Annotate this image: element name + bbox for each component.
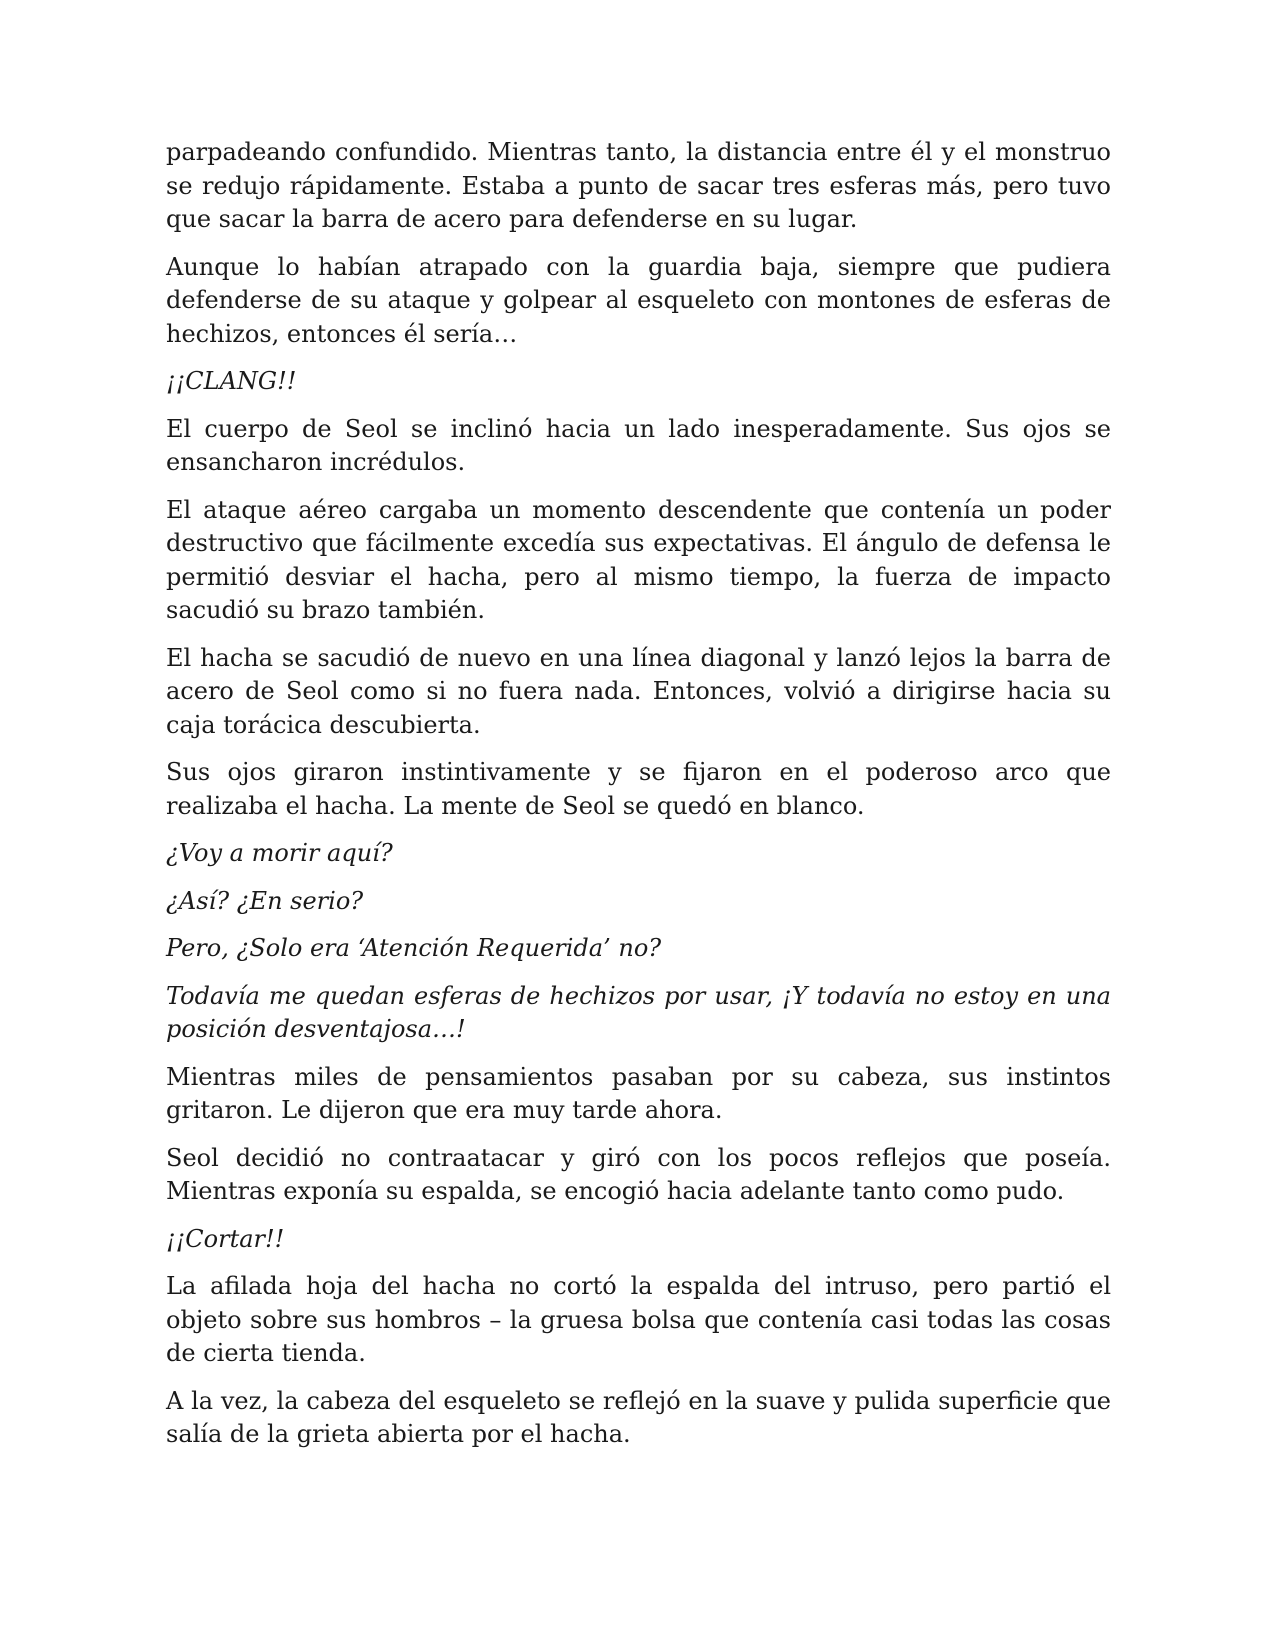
paragraph: A la vez, la cabeza del esqueleto se reflejó en la suave y pulida superficie que salía de la grieta abierta por el hacha.: [166, 1386, 1111, 1448]
paragraph: El ataque aéreo cargaba un momento descendente que contenía un poder destructivo que fácilmente excedía sus expectativas. El ángulo de defensa le permitió desviar el hacha, pero al mismo tiempo, la fuerza de impacto sacudió su brazo también.: [166, 495, 1111, 624]
paragraph: Seol decidió no contraatacar y giró con los pocos reflejos que poseía. Mientras exponía su espalda, se encogió hacia adelante tanto como pudo.: [166, 1143, 1111, 1205]
paragraph: El hacha se sacudió de nuevo en una línea diagonal y lanzó lejos la barra de acero de Seol como si no fuera nada. Entonces, volvió a dirigirse hacia su caja torácica descubierta.: [166, 643, 1111, 739]
paragraph: ¿Voy a morir aquí?: [166, 839, 393, 867]
paragraph: La afilada hoja del hacha no cortó la espalda del intruso, pero partió el objeto sobre sus hombros – la gruesa bolsa que contenía casi todas las cosas de cierta tienda.: [166, 1272, 1111, 1367]
paragraph: ¿Así? ¿En serio?: [166, 886, 364, 915]
paragraph: ¡¡CLANG!!: [166, 367, 297, 395]
paragraph: Aunque lo habían atrapado con la guardia baja, siempre que pudiera defenderse de su ataque y golpear al esqueleto con montones de esferas de hechizos, entonces él sería…: [166, 252, 1111, 348]
paragraph: Pero, ¿Solo era ‘Atención Requerida’ no?: [166, 934, 662, 962]
paragraph: Sus ojos giraron instintivamente y se fijaron en el poderoso arco que realizaba el hacha. La mente de Seol se quedó en blanco.: [166, 758, 1111, 820]
paragraph: ¡¡Cortar!!: [166, 1224, 285, 1253]
paragraph: Mientras miles de pensamientos pasaban por su cabeza, sus instintos gritaron. Le dijeron que era muy tarde ahora.: [166, 1062, 1111, 1124]
paragraph: parpadeando confundido. Mientras tanto, la distancia entre él y el monstruo se redujo rápidamente. Estaba a punto de sacar tres esferas más, pero tuvo que sacar la barra de acero para defenderse en su lugar.: [166, 138, 1111, 233]
paragraph: Todavía me quedan esferas de hechizos por usar, ¡Y todavía no estoy en una posición desventajosa…!: [166, 981, 1111, 1043]
document-page: [166, 136, 1111, 1466]
paragraph: El cuerpo de Seol se inclinó hacia un lado inesperadamente. Sus ojos se ensancharon incrédulos.: [166, 414, 1111, 476]
